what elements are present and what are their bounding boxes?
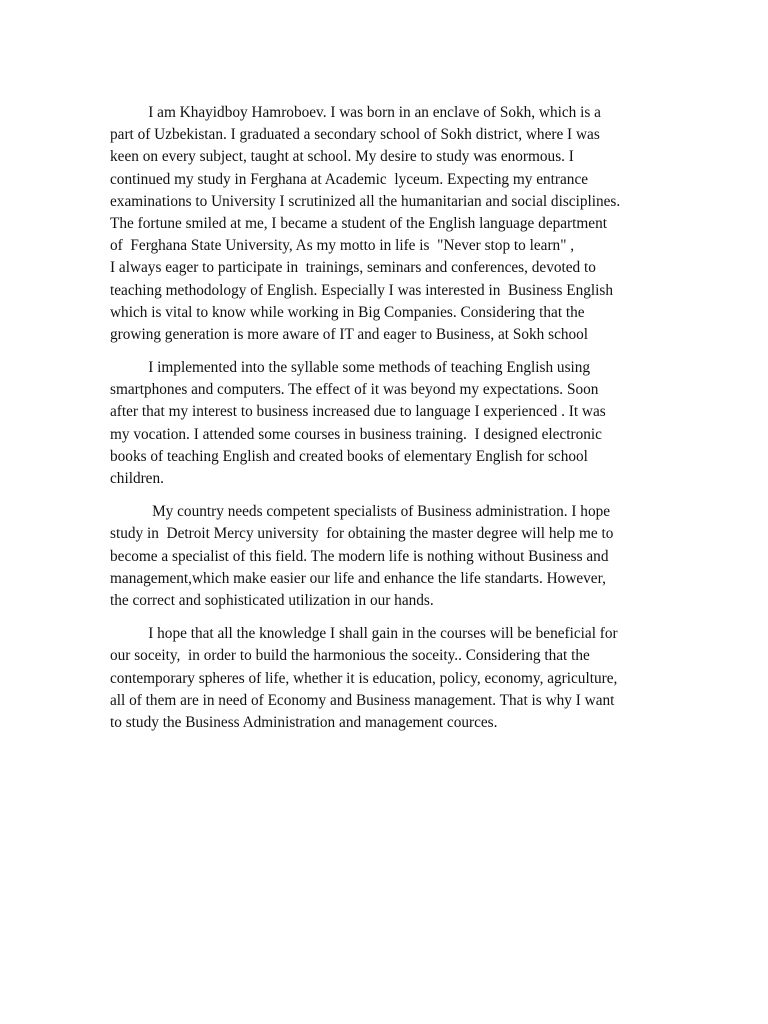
paragraph-3 <box>110 501 715 612</box>
text-line: continued my study in Ferghana at Academic lyceum. Expecting my entrance <box>110 170 589 188</box>
text-line: keen on every subject, taught at school. My desire to study was enormous. I <box>110 148 574 166</box>
text-line: my vocation. I attended some courses in business training. I designed electronic <box>110 425 602 443</box>
text-line: the correct and sophisticated utilization in our hands. <box>110 591 434 609</box>
text-line: My country needs competent specialists of Business administration. I hope <box>110 503 611 521</box>
text-line: examinations to University I scrutinized all the humanitarian and social disciplines. <box>110 192 621 210</box>
text-line: I implemented into the syllable some methods of teaching English using <box>110 359 591 377</box>
text-line: books of teaching English and created books of elementary English for school <box>110 447 588 465</box>
text-line: part of Uzbekistan. I graduated a secondary school of Sokh district, where I was <box>110 126 600 144</box>
text-line: I hope that all the knowledge I shall gain in the courses will be beneficial for <box>110 625 618 643</box>
text-line: teaching methodology of English. Especially I was interested in Business English <box>110 281 614 299</box>
text-line: I always eager to participate in trainings, seminars and conferences, devoted to <box>110 259 596 277</box>
text-line: contemporary spheres of life, whether it is education, policy, economy, agriculture, <box>110 669 618 687</box>
text-line: management,which make easier our life and enhance the life standarts. However, <box>110 569 606 587</box>
text-line: our soceity, in order to build the harmonious the soceity.. Considering that the <box>110 647 590 665</box>
text-line: of Ferghana State University, As my motto in life is "Never stop to learn" , <box>110 237 575 255</box>
text-line: The fortune smiled at me, I became a student of the English language department <box>110 214 607 232</box>
text-line: children. <box>110 470 164 487</box>
text-line: to study the Business Administration and management cources. <box>110 713 498 731</box>
paragraph-2 <box>110 357 715 490</box>
text-line: I am Khayidboy Hamroboev. I was born in an enclave of Sokh, which is a <box>110 104 601 121</box>
document-body <box>110 102 715 734</box>
text-line: which is vital to know while working in Big Companies. Considering that the <box>110 303 585 321</box>
text-line: smartphones and computers. The effect of it was beyond my expectations. Soon <box>110 381 599 399</box>
text-line: become a specialist of this field. The modern life is nothing without Business and <box>110 547 609 565</box>
text-line: growing generation is more aware of IT and eager to Business, at Sokh school <box>110 325 589 343</box>
text-line: all of them are in need of Economy and Business management. That is why I want <box>110 691 615 709</box>
text-line: study in Detroit Mercy university for obtaining the master degree will help me to <box>110 525 614 543</box>
text-line: after that my interest to business increased due to language I experienced . It was <box>110 403 606 421</box>
paragraph-4 <box>110 623 715 734</box>
paragraph-1 <box>110 102 715 346</box>
